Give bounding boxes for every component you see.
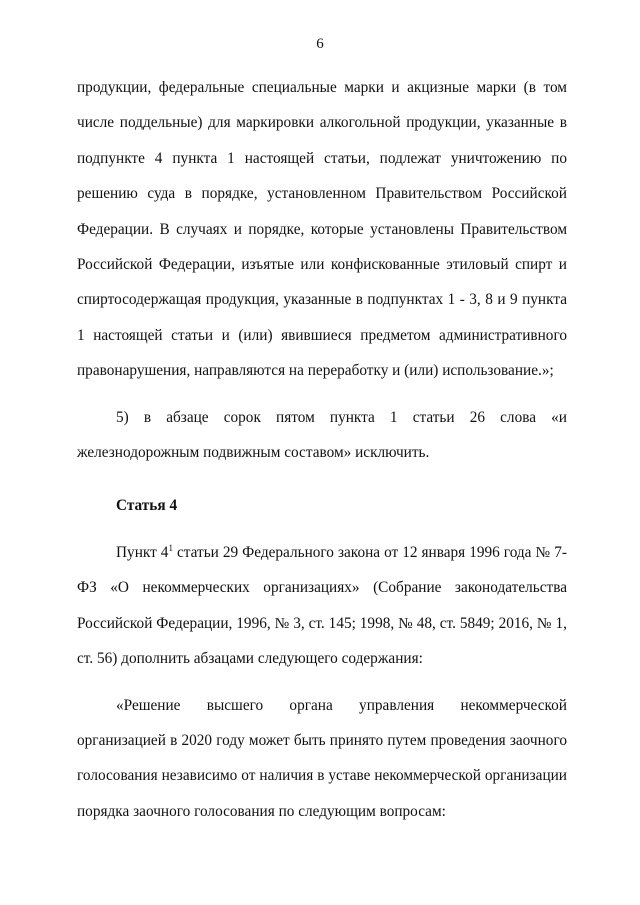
- page-number: 6: [316, 36, 324, 52]
- article-4-superscript: 1: [168, 542, 173, 553]
- paragraph-continuation: продукции, федеральные специальные марки и акцизные марки (в том числе поддельные) для маркировки алкогольной продукции, указанные в подпункте 4 пункта 1 настоящей статьи, подлежат уничтожению по решению суда в порядке, установленном Правительством Российской Федерации. В случаях и порядке, которые установлены Правительством Российской Федерации, изъятые или конфискованные этиловый спирт и спиртосодержащая продукция, указанные в подпунктах 1 - 3, 8 и 9 пункта 1 настоящей статьи и (или) явившиеся предметом административного правонарушения, направляются на переработку и (или) использование.»;: [77, 79, 567, 380]
- paragraph-item-5: 5) в абзаце сорок пятом пункта 1 статьи 26 слова «и железнодорожным подвижным составом» исключить.: [77, 408, 567, 462]
- document-body: [77, 70, 567, 829]
- paragraph-quote: «Решение высшего органа управления некоммерческой организацией в 2020 году может быть принято путем проведения заочного голосования независимо от наличия в уставе некоммерческой организации порядка заочного голосования по следующим вопросам:: [77, 696, 567, 820]
- paragraph-article-4: [77, 535, 567, 677]
- article-4-heading: Статья 4: [116, 497, 178, 515]
- article-4-rest-text: статьи 29 Федерального закона от 12 января 1996 года № 7-ФЗ «О некоммерческих организациях» (Собрание законодательства Российской Федерации, 1996, № 3, ст. 145; 1998, № 48, ст. 5849; 2016, № 1, ст. 56) дополнить абзацами следующего содержания:: [77, 543, 567, 668]
- article-4-start-text: Пункт 4: [116, 543, 169, 561]
